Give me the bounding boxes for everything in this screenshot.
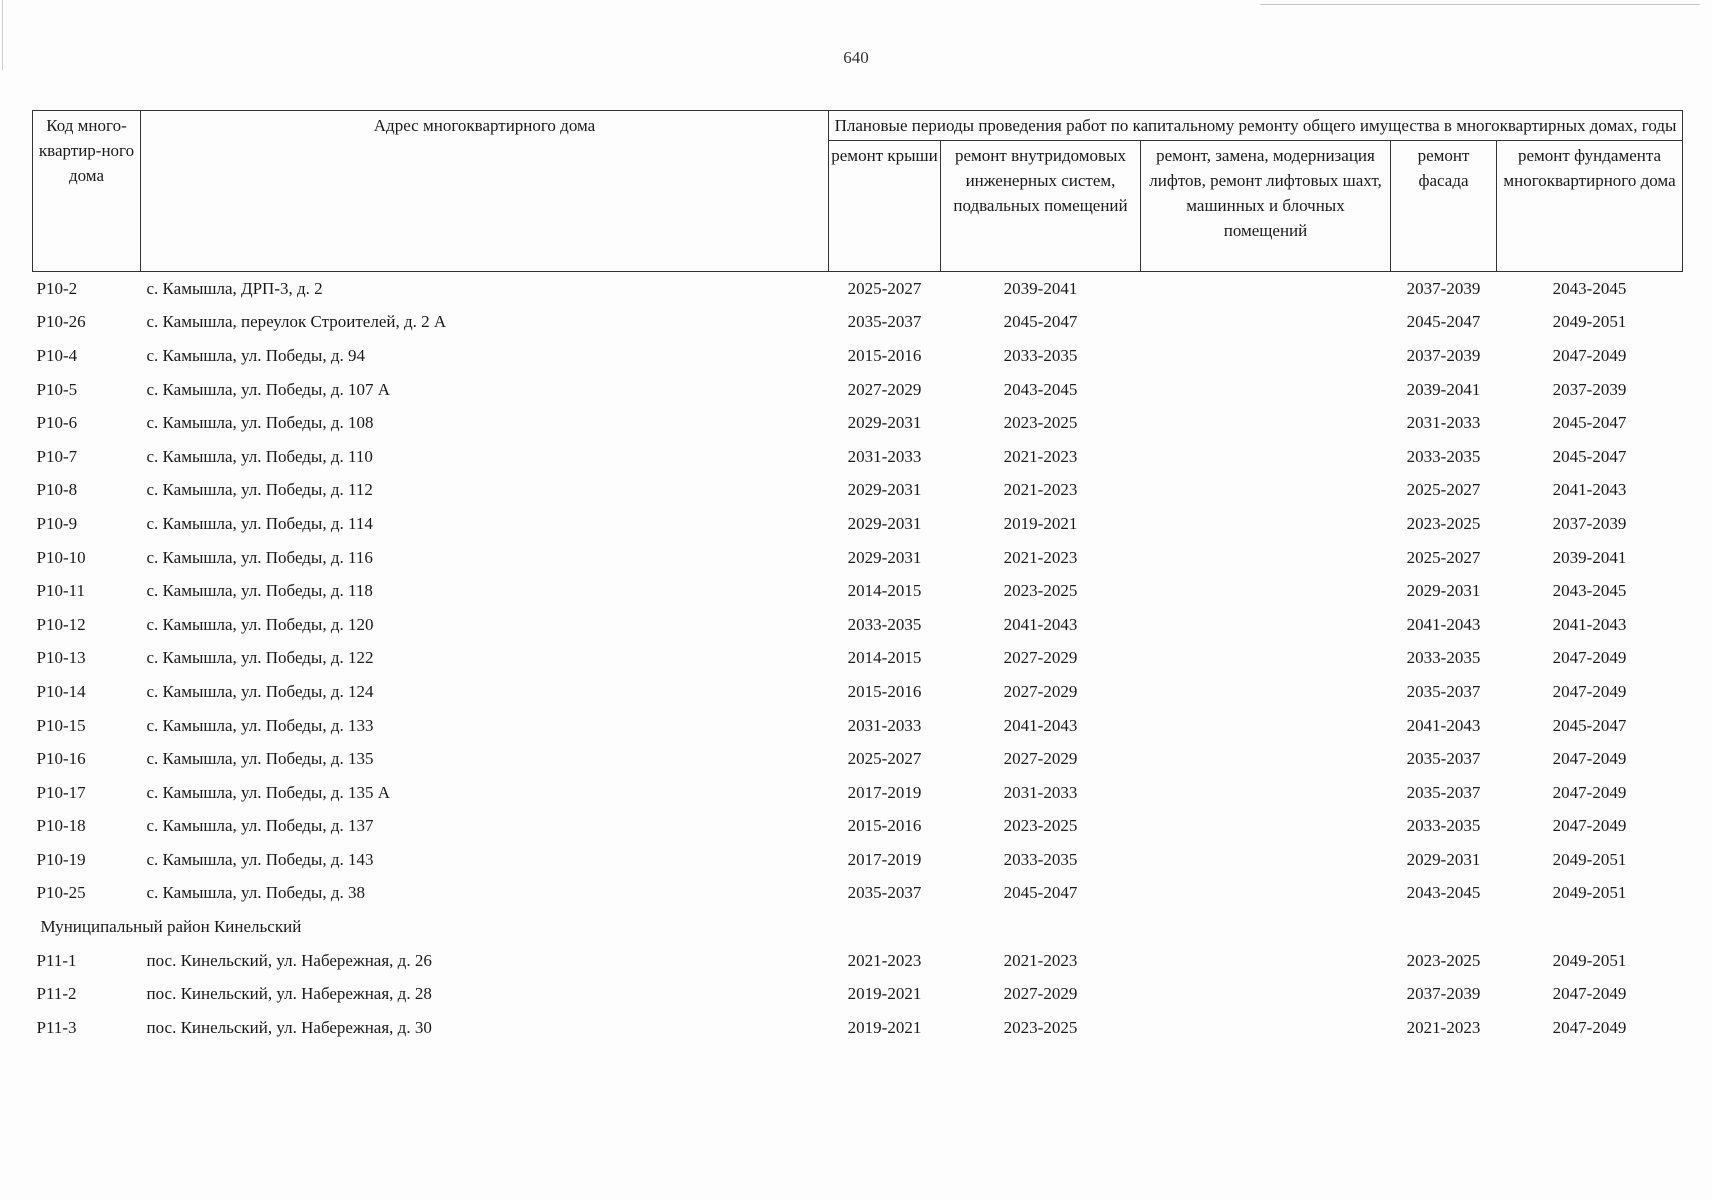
cell-engineering: 2045-2047 xyxy=(1003,883,1078,903)
cell-facade: 2037-2039 xyxy=(1406,984,1481,1004)
cell-address: с. Камышла, ул. Победы, д. 118 xyxy=(146,581,373,601)
cell-elevators xyxy=(1141,339,1391,373)
cell-facade: 2041-2043 xyxy=(1406,614,1481,634)
cell-facade: 2029-2031 xyxy=(1406,849,1481,869)
cell-facade: 2043-2045 xyxy=(1406,883,1481,903)
table-row xyxy=(33,406,1683,440)
cell-elevators xyxy=(1141,373,1391,407)
cell-foundation: 2041-2043 xyxy=(1552,480,1627,500)
cell-foundation: 2047-2049 xyxy=(1552,782,1627,802)
cell-code: P10-16 xyxy=(36,749,86,769)
cell-roof: 2015-2016 xyxy=(847,816,922,836)
cell-code: P10-6 xyxy=(36,413,78,433)
cell-foundation: 2045-2047 xyxy=(1552,446,1627,466)
table-row xyxy=(33,810,1683,844)
cell-code: P10-15 xyxy=(36,715,86,735)
cell-facade: 2023-2025 xyxy=(1406,513,1481,533)
cell-engineering: 2021-2023 xyxy=(1003,480,1078,500)
cell-elevators xyxy=(1141,306,1391,340)
cell-code: P10-14 xyxy=(36,681,86,701)
cell-foundation: 2045-2047 xyxy=(1552,715,1627,735)
cell-roof: 2017-2019 xyxy=(847,782,922,802)
table-row xyxy=(33,675,1683,709)
cell-address: с. Камышла, переулок Строителей, д. 2 А xyxy=(146,312,447,332)
cell-roof: 2019-2021 xyxy=(847,984,922,1004)
cell-engineering: 2027-2029 xyxy=(1003,984,1078,1004)
cell-roof: 2014-2015 xyxy=(847,648,922,668)
table-row xyxy=(33,541,1683,575)
cell-elevators xyxy=(1141,272,1391,306)
cell-roof: 2015-2016 xyxy=(847,681,922,701)
cell-code: P10-18 xyxy=(36,816,86,836)
cell-elevators xyxy=(1141,742,1391,776)
cell-facade: 2025-2027 xyxy=(1406,480,1481,500)
table-row xyxy=(33,474,1683,508)
table-row xyxy=(33,608,1683,642)
cell-engineering: 2027-2029 xyxy=(1003,681,1078,701)
cell-foundation: 2047-2049 xyxy=(1552,984,1627,1004)
cell-elevators xyxy=(1141,608,1391,642)
table-row xyxy=(33,877,1683,911)
cell-foundation: 2047-2049 xyxy=(1552,681,1627,701)
cell-foundation: 2049-2051 xyxy=(1552,950,1627,970)
table-row xyxy=(33,742,1683,776)
cell-facade: 2035-2037 xyxy=(1406,782,1481,802)
cell-engineering: 2033-2035 xyxy=(1003,849,1078,869)
cell-facade: 2039-2041 xyxy=(1406,379,1481,399)
cell-roof: 2014-2015 xyxy=(847,581,922,601)
cell-roof: 2031-2033 xyxy=(847,715,922,735)
cell-code: P10-10 xyxy=(36,547,86,567)
cell-foundation: 2043-2045 xyxy=(1552,278,1627,298)
table-row xyxy=(33,440,1683,474)
cell-address: с. Камышла, ул. Победы, д. 143 xyxy=(146,849,374,869)
repair-schedule-table xyxy=(32,110,1683,1045)
cell-address: пос. Кинельский, ул. Набережная, д. 26 xyxy=(146,950,432,970)
table-header xyxy=(33,111,1683,272)
cell-foundation: 2041-2043 xyxy=(1552,614,1627,634)
cell-facade: 2025-2027 xyxy=(1406,547,1481,567)
cell-engineering: 2045-2047 xyxy=(1003,312,1078,332)
page-number: 640 xyxy=(843,48,869,67)
cell-code: P10-25 xyxy=(36,883,86,903)
cell-roof: 2019-2021 xyxy=(847,1017,922,1037)
cell-engineering: 2027-2029 xyxy=(1003,749,1078,769)
cell-foundation: 2047-2049 xyxy=(1552,749,1627,769)
cell-address: с. Камышла, ул. Победы, д. 112 xyxy=(146,480,373,500)
cell-code: P11-3 xyxy=(36,1017,77,1037)
cell-address: с. Камышла, ул. Победы, д. 133 xyxy=(146,715,374,735)
table-row xyxy=(33,272,1683,306)
cell-engineering: 2019-2021 xyxy=(1003,513,1078,533)
cell-foundation: 2047-2049 xyxy=(1552,816,1627,836)
cell-address: с. Камышла, ул. Победы, д. 107 А xyxy=(146,379,391,399)
cell-elevators xyxy=(1141,642,1391,676)
cell-address: с. Камышла, ул. Победы, д. 135 xyxy=(146,749,374,769)
cell-engineering: 2041-2043 xyxy=(1003,614,1078,634)
cell-code: P11-2 xyxy=(36,984,77,1004)
cell-facade: 2041-2043 xyxy=(1406,715,1481,735)
cell-roof: 2035-2037 xyxy=(847,883,922,903)
cell-elevators xyxy=(1141,843,1391,877)
cell-address: с. Камышла, ул. Победы, д. 137 xyxy=(146,816,374,836)
cell-engineering: 2021-2023 xyxy=(1003,950,1078,970)
cell-address: с. Камышла, ул. Победы, д. 94 xyxy=(146,345,365,365)
cell-address: с. Камышла, ул. Победы, д. 124 xyxy=(146,681,374,701)
cell-engineering: 2021-2023 xyxy=(1003,446,1078,466)
cell-elevators xyxy=(1141,440,1391,474)
cell-engineering: 2023-2025 xyxy=(1003,581,1078,601)
cell-code: P10-12 xyxy=(36,614,86,634)
cell-code: P10-26 xyxy=(36,312,86,332)
scan-artifact-line xyxy=(1260,4,1700,5)
cell-elevators xyxy=(1141,574,1391,608)
cell-facade: 2045-2047 xyxy=(1406,312,1481,332)
table-row xyxy=(33,977,1683,1011)
cell-engineering: 2043-2045 xyxy=(1003,379,1078,399)
cell-code: P11-1 xyxy=(36,950,77,970)
cell-roof: 2021-2023 xyxy=(847,950,922,970)
cell-facade: 2021-2023 xyxy=(1406,1017,1481,1037)
cell-foundation: 2049-2051 xyxy=(1552,849,1627,869)
cell-foundation: 2049-2051 xyxy=(1552,883,1627,903)
cell-address: с. Камышла, ул. Победы, д. 120 xyxy=(146,614,374,634)
cell-roof: 2017-2019 xyxy=(847,849,922,869)
cell-roof: 2029-2031 xyxy=(847,480,922,500)
cell-elevators xyxy=(1141,541,1391,575)
section-title: Муниципальный район Кинельский xyxy=(40,917,302,937)
cell-address: с. Камышла, ул. Победы, д. 38 xyxy=(146,883,365,903)
cell-code: P10-4 xyxy=(36,345,78,365)
cell-roof: 2029-2031 xyxy=(847,413,922,433)
cell-foundation: 2037-2039 xyxy=(1552,379,1627,399)
header-roof: ремонт крыши xyxy=(829,141,941,272)
table-row xyxy=(33,373,1683,407)
cell-elevators xyxy=(1141,507,1391,541)
cell-roof: 2025-2027 xyxy=(847,278,922,298)
table-row xyxy=(33,843,1683,877)
cell-elevators xyxy=(1141,810,1391,844)
header-facade: ремонт фасада xyxy=(1391,141,1497,272)
cell-facade: 2035-2037 xyxy=(1406,681,1481,701)
cell-engineering: 2021-2023 xyxy=(1003,547,1078,567)
cell-roof: 2035-2037 xyxy=(847,312,922,332)
cell-address: с. Камышла, ул. Победы, д. 135 А xyxy=(146,782,391,802)
cell-foundation: 2047-2049 xyxy=(1552,1017,1627,1037)
cell-facade: 2033-2035 xyxy=(1406,446,1481,466)
cell-code: P10-5 xyxy=(36,379,78,399)
header-engineering: ремонт внутридомовых инженерных систем, подвальных помещений xyxy=(941,141,1141,272)
cell-code: P10-19 xyxy=(36,849,86,869)
cell-foundation: 2047-2049 xyxy=(1552,648,1627,668)
cell-address: с. Камышла, ул. Победы, д. 116 xyxy=(146,547,373,567)
header-address: Адрес многоквартирного дома xyxy=(141,111,829,272)
cell-engineering: 2023-2025 xyxy=(1003,1017,1078,1037)
table-body xyxy=(33,272,1683,1045)
cell-engineering: 2023-2025 xyxy=(1003,816,1078,836)
cell-foundation: 2043-2045 xyxy=(1552,581,1627,601)
cell-facade: 2037-2039 xyxy=(1406,345,1481,365)
cell-code: P10-11 xyxy=(36,581,85,601)
table-row xyxy=(33,507,1683,541)
cell-facade: 2035-2037 xyxy=(1406,749,1481,769)
cell-elevators xyxy=(1141,406,1391,440)
cell-code: P10-2 xyxy=(36,278,78,298)
cell-roof: 2029-2031 xyxy=(847,547,922,567)
cell-elevators xyxy=(1141,944,1391,978)
table-row xyxy=(33,776,1683,810)
cell-foundation: 2037-2039 xyxy=(1552,513,1627,533)
cell-code: P10-7 xyxy=(36,446,78,466)
cell-elevators xyxy=(1141,1011,1391,1045)
cell-facade: 2031-2033 xyxy=(1406,413,1481,433)
cell-code: P10-9 xyxy=(36,513,78,533)
cell-roof: 2025-2027 xyxy=(847,749,922,769)
cell-code: P10-17 xyxy=(36,782,86,802)
table-row xyxy=(33,709,1683,743)
cell-facade: 2029-2031 xyxy=(1406,581,1481,601)
table-row xyxy=(33,306,1683,340)
cell-address: с. Камышла, ул. Победы, д. 114 xyxy=(146,513,373,533)
table-row xyxy=(33,944,1683,978)
cell-engineering: 2023-2025 xyxy=(1003,413,1078,433)
cell-elevators xyxy=(1141,474,1391,508)
header-periods: Плановые периоды проведения работ по капитальному ремонту общего имущества в многоквартирных домах, годы xyxy=(829,111,1683,141)
header-code: Код много-квартир-ного дома xyxy=(33,111,141,272)
cell-elevators xyxy=(1141,977,1391,1011)
cell-engineering: 2027-2029 xyxy=(1003,648,1078,668)
cell-facade: 2023-2025 xyxy=(1406,950,1481,970)
cell-roof: 2015-2016 xyxy=(847,345,922,365)
cell-elevators xyxy=(1141,776,1391,810)
cell-foundation: 2047-2049 xyxy=(1552,345,1627,365)
cell-facade: 2033-2035 xyxy=(1406,648,1481,668)
cell-roof: 2029-2031 xyxy=(847,513,922,533)
cell-address: пос. Кинельский, ул. Набережная, д. 30 xyxy=(146,1017,432,1037)
cell-engineering: 2041-2043 xyxy=(1003,715,1078,735)
cell-address: с. Камышла, ул. Победы, д. 110 xyxy=(146,446,373,466)
table-row xyxy=(33,642,1683,676)
table-row xyxy=(33,574,1683,608)
cell-address: пос. Кинельский, ул. Набережная, д. 28 xyxy=(146,984,432,1004)
cell-roof: 2027-2029 xyxy=(847,379,922,399)
cell-facade: 2033-2035 xyxy=(1406,816,1481,836)
header-foundation: ремонт фундамента многоквартирного дома xyxy=(1497,141,1683,272)
cell-facade: 2037-2039 xyxy=(1406,278,1481,298)
cell-roof: 2033-2035 xyxy=(847,614,922,634)
table-row xyxy=(33,1011,1683,1045)
cell-foundation: 2045-2047 xyxy=(1552,413,1627,433)
cell-engineering: 2039-2041 xyxy=(1003,278,1078,298)
cell-foundation: 2039-2041 xyxy=(1552,547,1627,567)
cell-code: P10-8 xyxy=(36,480,78,500)
table-row xyxy=(33,339,1683,373)
cell-address: с. Камышла, ул. Победы, д. 108 xyxy=(146,413,374,433)
cell-foundation: 2049-2051 xyxy=(1552,312,1627,332)
cell-elevators xyxy=(1141,877,1391,911)
cell-elevators xyxy=(1141,675,1391,709)
cell-engineering: 2031-2033 xyxy=(1003,782,1078,802)
cell-code: P10-13 xyxy=(36,648,86,668)
cell-engineering: 2033-2035 xyxy=(1003,345,1078,365)
cell-address: с. Камышла, ул. Победы, д. 122 xyxy=(146,648,374,668)
cell-elevators xyxy=(1141,709,1391,743)
header-elevators: ремонт, замена, модернизация лифтов, ремонт лифтовых шахт, машинных и блочных помещений xyxy=(1141,141,1391,272)
section-row xyxy=(33,910,1683,944)
cell-address: с. Камышла, ДРП-3, д. 2 xyxy=(146,278,323,298)
cell-roof: 2031-2033 xyxy=(847,446,922,466)
